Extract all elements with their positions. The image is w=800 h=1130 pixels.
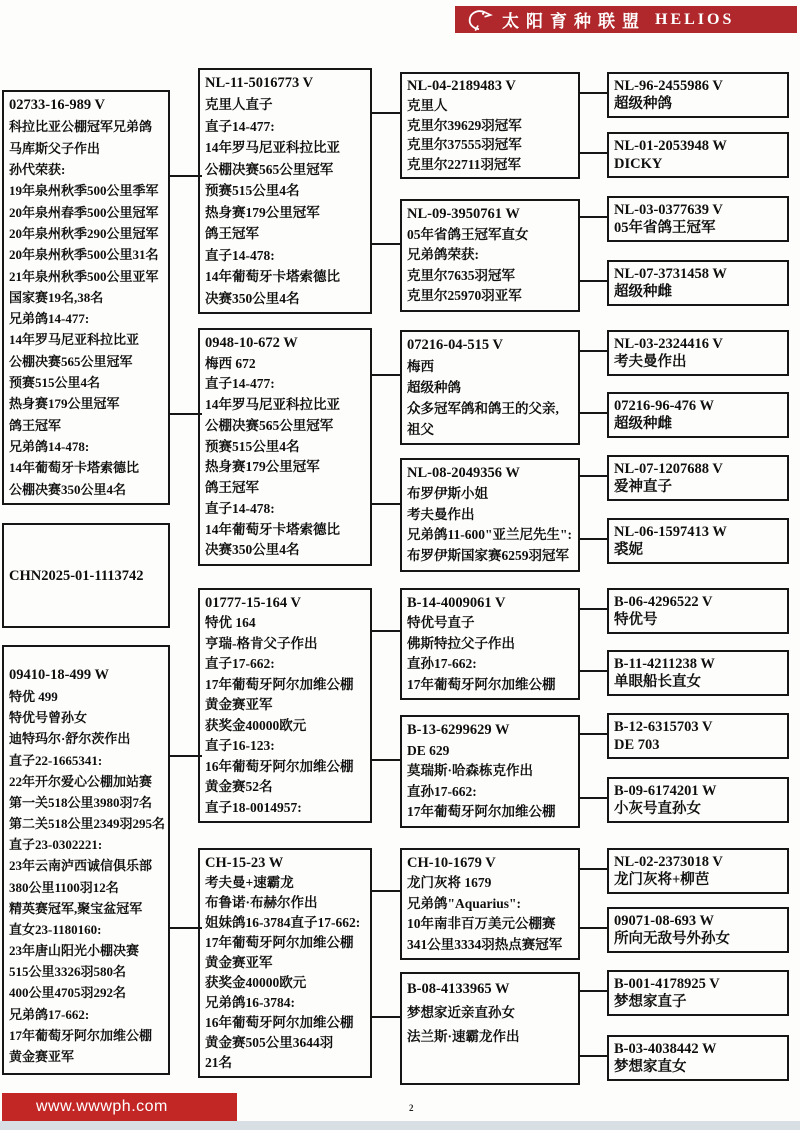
- pigeon-logo-icon: [465, 8, 493, 32]
- ring-number: NL-07-3731458 W: [614, 266, 727, 282]
- pedigree-text-line: 黄金赛505公里3644羽: [205, 1035, 334, 1050]
- pedigree-text-line: 预赛515公里4名: [205, 183, 300, 199]
- pedigree-text-line: 莫瑞斯·哈森栋克作出: [407, 763, 534, 779]
- pedigree-connector-line: [578, 412, 609, 414]
- ring-number: 02733-16-989 V: [9, 97, 105, 113]
- pedigree-text-line: 14年葡萄牙卡塔索德比: [9, 460, 140, 476]
- brand-name-english: HELIOS: [655, 10, 735, 28]
- pedigree-box: [607, 132, 789, 178]
- pedigree-text-line: 热身赛179公里冠军: [205, 459, 320, 475]
- pedigree-text-line: 400公里4705羽292名: [9, 985, 127, 1001]
- pedigree-text-line: 梅西: [407, 359, 434, 374]
- pedigree-text-line: 考夫曼作出: [614, 354, 687, 370]
- pedigree-text-line: 迪特玛尔·舒尔茨作出: [9, 731, 131, 747]
- pedigree-text-line: 梦想家直女: [614, 1059, 687, 1075]
- bottom-scan-strip: [0, 1121, 800, 1130]
- ring-number: NL-01-2053948 W: [614, 138, 727, 154]
- pedigree-text-line: 20年泉州秋季500公里31名: [9, 247, 159, 263]
- pedigree-connector-line: [578, 868, 609, 870]
- pedigree-connector-line: [370, 374, 402, 376]
- pedigree-text-line: 16年葡萄牙阿尔加维公棚: [205, 1015, 354, 1030]
- pedigree-text-line: 预赛515公里4名: [205, 438, 300, 454]
- pedigree-text-line: 兄弟鸽17-662:: [9, 1006, 90, 1022]
- pedigree-box: [607, 650, 789, 696]
- ring-number: 0948-10-672 W: [205, 335, 298, 351]
- pedigree-text-line: 23年云南泸西诚信俱乐部: [9, 858, 153, 874]
- pedigree-text-line: 鸽王冠军: [9, 417, 62, 433]
- pedigree-box: [400, 72, 580, 179]
- pedigree-box: [607, 907, 789, 953]
- pedigree-text-line: 黄金赛亚军: [205, 697, 273, 713]
- pedigree-text-line: 佛斯特拉父子作出: [407, 635, 515, 651]
- pedigree-text-line: 获奖金40000欧元: [205, 975, 307, 990]
- pedigree-text-line: 姐妹鸽16-3784直子17-662:: [205, 915, 361, 930]
- pedigree-text-line: 克里尔25970羽亚军: [407, 288, 522, 304]
- ring-number: NL-02-2373018 V: [614, 854, 723, 870]
- pedigree-text-line: 兄弟鸽11-600"亚兰尼先生":: [407, 527, 572, 543]
- pedigree-text-line: 所向无敌号外孙女: [614, 931, 730, 947]
- ring-number: 01777-15-164 V: [205, 595, 301, 611]
- pedigree-text-line: 第二关518公里2349羽295名: [9, 816, 166, 832]
- pedigree-connector-line: [578, 350, 609, 352]
- pedigree-text-line: 黄金赛52名: [205, 779, 273, 795]
- pedigree-text-line: 05年省鸽王冠军直女: [407, 226, 529, 242]
- pedigree-box: [198, 588, 372, 823]
- pedigree-text-line: 兄弟鸽16-3784:: [205, 995, 295, 1010]
- pedigree-text-line: 14年罗马尼亚科拉比亚: [205, 397, 340, 413]
- pedigree-text-line: 超级种鸽: [614, 96, 672, 112]
- pedigree-text-line: 布罗伊斯小姐: [407, 485, 488, 501]
- pedigree-connector-line: [168, 413, 202, 415]
- pedigree-box: [400, 848, 580, 960]
- pedigree-box: [198, 68, 372, 314]
- pedigree-text-line: 直子14-478:: [205, 247, 275, 263]
- brand-name-chinese: 太阳育种联盟: [502, 12, 646, 31]
- pedigree-text-line: 直孙17-662:: [407, 656, 477, 672]
- pedigree-text-line: 获奖金40000欧元: [205, 717, 307, 733]
- pedigree-text-line: 特优 499: [9, 689, 58, 705]
- pedigree-box: [607, 588, 789, 634]
- pedigree-text-line: 341公里3334羽热点赛冠军: [407, 936, 563, 952]
- pedigree-connector-line: [168, 927, 202, 929]
- pedigree-box: [607, 330, 789, 376]
- pedigree-text-line: 21年泉州秋季500公里亚军: [9, 268, 159, 284]
- pedigree-text-line: 兄弟鸽14-478:: [9, 439, 90, 454]
- pedigree-text-line: DICKY: [614, 156, 663, 172]
- pedigree-text-line: 龙门灰将 1679: [407, 875, 492, 891]
- pedigree-connector-line: [370, 890, 402, 892]
- ring-number: 09410-18-499 W: [9, 667, 110, 683]
- website-url: www.wwwph.com: [36, 1098, 168, 1115]
- ring-number: B-09-6174201 W: [614, 783, 717, 799]
- pedigree-text-line: 直子14-477:: [205, 118, 275, 134]
- ring-number: B-03-4038442 W: [614, 1041, 717, 1057]
- pedigree-text-line: DE 629: [407, 742, 450, 758]
- pedigree-text-line: 直子23-0302221:: [9, 837, 103, 853]
- ring-number: NL-03-0377639 V: [614, 202, 723, 218]
- pedigree-text-line: 鸽王冠军: [205, 480, 259, 496]
- pedigree-text-line: 515公里3326羽580名: [9, 964, 127, 980]
- pedigree-text-line: 梦想家直子: [614, 994, 687, 1010]
- pedigree-text-line: 考夫曼作出: [407, 506, 475, 522]
- ring-number: NL-06-1597413 W: [614, 524, 727, 540]
- ring-number: 07216-04-515 V: [407, 337, 503, 353]
- pedigree-text-line: 梦想家近亲直孙女: [407, 1005, 515, 1020]
- website-bar: [2, 1093, 237, 1121]
- ring-number: B-13-6299629 W: [407, 722, 510, 738]
- page-number: 2: [409, 1103, 414, 1113]
- ring-number: CHN2025-01-1113742: [9, 567, 144, 584]
- pedigree-text-line: 众多冠军鸽和鸽王的父亲,: [407, 401, 559, 416]
- pedigree-text-line: 克里人: [407, 98, 448, 114]
- ring-number: NL-96-2455986 V: [614, 78, 723, 94]
- pedigree-connector-line: [370, 630, 402, 632]
- pedigree-text-line: 14年罗马尼亚科拉比亚: [205, 140, 340, 156]
- pedigree-text-line: 21名: [205, 1055, 232, 1070]
- pedigree-text-line: 14年罗马尼亚科拉比亚: [9, 332, 140, 348]
- pedigree-text-line: 14年葡萄牙卡塔索德比: [205, 269, 340, 285]
- pedigree-connector-line: [370, 243, 402, 245]
- ring-number: CH-15-23 W: [205, 855, 284, 871]
- pedigree-text-line: 公棚决赛350公里4名: [9, 481, 127, 497]
- pedigree-text-line: 祖父: [407, 422, 434, 437]
- pedigree-connector-line: [578, 92, 609, 94]
- pedigree-text-line: 决赛350公里4名: [205, 542, 300, 558]
- pedigree-text-line: 孙代荣获:: [9, 161, 66, 177]
- pedigree-text-line: 梅西 672: [205, 355, 256, 371]
- pedigree-box: [400, 588, 580, 700]
- pedigree-text-line: 特优 164: [205, 615, 256, 631]
- ring-number: B-11-4211238 W: [614, 656, 715, 672]
- pedigree-text-line: 直子14-478:: [205, 500, 275, 516]
- pedigree-box: [400, 199, 580, 312]
- pedigree-connector-line: [168, 755, 202, 757]
- pedigree-text-line: 20年泉州春季500公里冠军: [9, 204, 159, 220]
- pedigree-text-line: 布鲁诺·布赫尔作出: [205, 895, 318, 910]
- ring-number: B-06-4296522 V: [614, 594, 713, 610]
- pedigree-text-line: 克里尔39629羽冠军: [407, 117, 522, 133]
- pedigree-text-line: 公棚决赛565公里冠军: [205, 161, 334, 177]
- pedigree-text-line: 科拉比亚公棚冠军兄弟鸽: [9, 119, 153, 135]
- pedigree-box: [2, 645, 170, 1075]
- pedigree-connector-line: [578, 797, 609, 799]
- pedigree-text-line: 精英赛冠军,聚宝盆冠军: [9, 900, 143, 916]
- pedigree-connector-line: [578, 538, 609, 540]
- pedigree-text-line: 17年葡萄牙阿尔加维公棚: [407, 676, 556, 692]
- pedigree-text-line: 16年葡萄牙阿尔加维公棚: [205, 758, 354, 774]
- pedigree-connector-line: [168, 175, 202, 177]
- pedigree-text-line: 17年葡萄牙阿尔加维公棚: [407, 804, 556, 820]
- pedigree-connector-line: [370, 112, 402, 114]
- ring-number: B-08-4133965 W: [407, 981, 510, 997]
- pedigree-box: [400, 458, 580, 572]
- pedigree-text-line: 22年开尔爱心公棚加站赛: [9, 773, 153, 789]
- ring-number: NL-07-1207688 V: [614, 461, 723, 477]
- pedigree-text-line: 直子18-0014957:: [205, 799, 302, 815]
- pedigree-text-line: 黄金赛亚军: [205, 955, 273, 970]
- pedigree-text-line: 直女23-1180160:: [9, 921, 102, 937]
- pedigree-text-line: 热身赛179公里冠军: [205, 204, 320, 220]
- pedigree-text-line: 特优号: [614, 612, 658, 628]
- pedigree-text-line: 预赛515公里4名: [9, 375, 101, 391]
- pedigree-text-line: 克里尔22711羽冠军: [407, 156, 522, 172]
- pedigree-connector-line: [578, 475, 609, 477]
- pedigree-connector-line: [370, 503, 402, 505]
- pedigree-text-line: 380公里1100羽12名: [9, 879, 119, 895]
- pedigree-text-line: 05年省鸽王冠军: [614, 220, 716, 236]
- pedigree-box: [607, 392, 789, 438]
- pedigree-connector-line: [370, 1016, 402, 1018]
- pedigree-text-line: 单眼船长直女: [614, 674, 701, 690]
- pedigree-text-line: 兄弟鸽14-477:: [9, 311, 90, 327]
- pedigree-connector-line: [578, 152, 609, 154]
- pedigree-connector-line: [578, 927, 609, 929]
- pedigree-text-line: 直子17-662:: [205, 656, 275, 672]
- pedigree-box: [400, 715, 580, 828]
- pedigree-text-line: 国家赛19名,38名: [9, 289, 104, 305]
- pedigree-text-line: 马库斯父子作出: [9, 140, 101, 156]
- pedigree-connector-line: [578, 990, 609, 992]
- pedigree-text-line: 17年葡萄牙阿尔加维公棚: [9, 1027, 153, 1043]
- pedigree-text-line: 亨瑞-格肯父子作出: [205, 635, 318, 651]
- pedigree-box: [400, 330, 580, 445]
- pedigree-connector-line: [578, 608, 609, 610]
- pedigree-text-line: 鸽王冠军: [205, 226, 259, 242]
- pedigree-box: [607, 518, 789, 564]
- pedigree-text-line: 超级种雌: [614, 284, 672, 300]
- pedigree-text-line: 特优号曾孙女: [9, 710, 88, 726]
- ring-number: NL-08-2049356 W: [407, 465, 520, 481]
- pedigree-box: [607, 1035, 789, 1081]
- ring-number: CH-10-1679 V: [407, 855, 496, 871]
- pedigree-box: [607, 970, 789, 1016]
- pedigree-text-line: 超级种雌: [614, 416, 672, 432]
- pedigree-text-line: 裘妮: [614, 542, 643, 558]
- pedigree-connector-line: [578, 733, 609, 735]
- pedigree-box: [607, 777, 789, 823]
- pedigree-text-line: 直子22-1665341:: [9, 752, 103, 768]
- ring-number: NL-04-2189483 V: [407, 78, 516, 94]
- pedigree-text-line: 兄弟鸽"Aquarius":: [407, 895, 522, 911]
- pedigree-text-line: 法兰斯·速霸龙作出: [407, 1029, 520, 1044]
- pedigree-text-line: 超级种鸽: [407, 380, 461, 395]
- pedigree-connector-line: [578, 1055, 609, 1057]
- pedigree-box: [607, 196, 789, 242]
- pedigree-box: [400, 972, 580, 1085]
- pedigree-text-line: 直子16-123:: [205, 738, 275, 754]
- pedigree-text-line: 兄弟鸽荣获:: [407, 247, 479, 263]
- pedigree-box: [2, 90, 170, 505]
- pedigree-box: [607, 713, 789, 759]
- pedigree-text-line: 克里尔37555羽冠军: [407, 137, 522, 153]
- pedigree-box: [607, 848, 789, 894]
- pedigree-text-line: 直孙17-662:: [407, 783, 477, 799]
- pedigree-text-line: 直子14-477:: [205, 376, 275, 392]
- ring-number: NL-09-3950761 W: [407, 206, 520, 222]
- ring-number: B-12-6315703 V: [614, 719, 713, 735]
- pedigree-text-line: 17年葡萄牙阿尔加维公棚: [205, 935, 354, 950]
- ring-number: B-14-4009061 V: [407, 595, 506, 611]
- pedigree-text-line: 10年南非百万美元公棚赛: [407, 916, 556, 932]
- ring-number: 09071-08-693 W: [614, 913, 715, 929]
- pedigree-box: [198, 328, 372, 566]
- pedigree-connector-line: [578, 280, 609, 282]
- header-brand-bar: [455, 6, 797, 33]
- pedigree-text-line: 考夫曼+速霸龙: [205, 875, 294, 890]
- pedigree-text-line: 特优号直子: [407, 615, 475, 631]
- ring-number: 07216-96-476 W: [614, 398, 715, 414]
- pedigree-box: [607, 72, 789, 118]
- pedigree-text-line: 龙门灰将+柳芭: [614, 872, 710, 888]
- ring-number: NL-03-2324416 V: [614, 336, 723, 352]
- pedigree-box: [198, 848, 372, 1078]
- pedigree-text-line: 布罗伊斯国家赛6259羽冠军: [407, 548, 569, 564]
- pedigree-text-line: 公棚决赛565公里冠军: [205, 417, 334, 433]
- pedigree-box: [607, 455, 789, 501]
- pedigree-text-line: 爱神直子: [614, 479, 672, 495]
- pedigree-text-line: 小灰号直孙女: [614, 801, 701, 817]
- pedigree-text-line: 23年唐山阳光小棚决赛: [9, 943, 140, 959]
- pedigree-box: [2, 523, 170, 628]
- pedigree-text-line: 19年泉州秋季500公里季军: [9, 183, 159, 199]
- pedigree-connector-line: [578, 216, 609, 218]
- pedigree-text-line: 17年葡萄牙阿尔加维公棚: [205, 676, 354, 692]
- ring-number: NL-11-5016773 V: [205, 75, 314, 91]
- pedigree-text-line: 14年葡萄牙卡塔索德比: [205, 521, 340, 537]
- pedigree-box: [607, 260, 789, 306]
- pedigree-text-line: 黄金赛亚军: [9, 1048, 75, 1064]
- pedigree-text-line: 20年泉州秋季290公里冠军: [9, 225, 159, 241]
- pedigree-text-line: 克里尔7635羽冠军: [407, 267, 515, 283]
- ring-number: B-001-4178925 V: [614, 976, 720, 992]
- pedigree-text-line: DE 703: [614, 737, 660, 753]
- pedigree-text-line: 热身赛179公里冠军: [9, 396, 120, 412]
- pedigree-text-line: 公棚决赛565公里冠军: [9, 353, 133, 369]
- pedigree-text-line: 克里人直子: [205, 97, 273, 113]
- pedigree-text-line: 决赛350公里4名: [205, 290, 300, 306]
- pedigree-connector-line: [578, 670, 609, 672]
- pedigree-text-line: 第一关518公里3980羽7名: [9, 794, 153, 810]
- pedigree-connector-line: [370, 759, 402, 761]
